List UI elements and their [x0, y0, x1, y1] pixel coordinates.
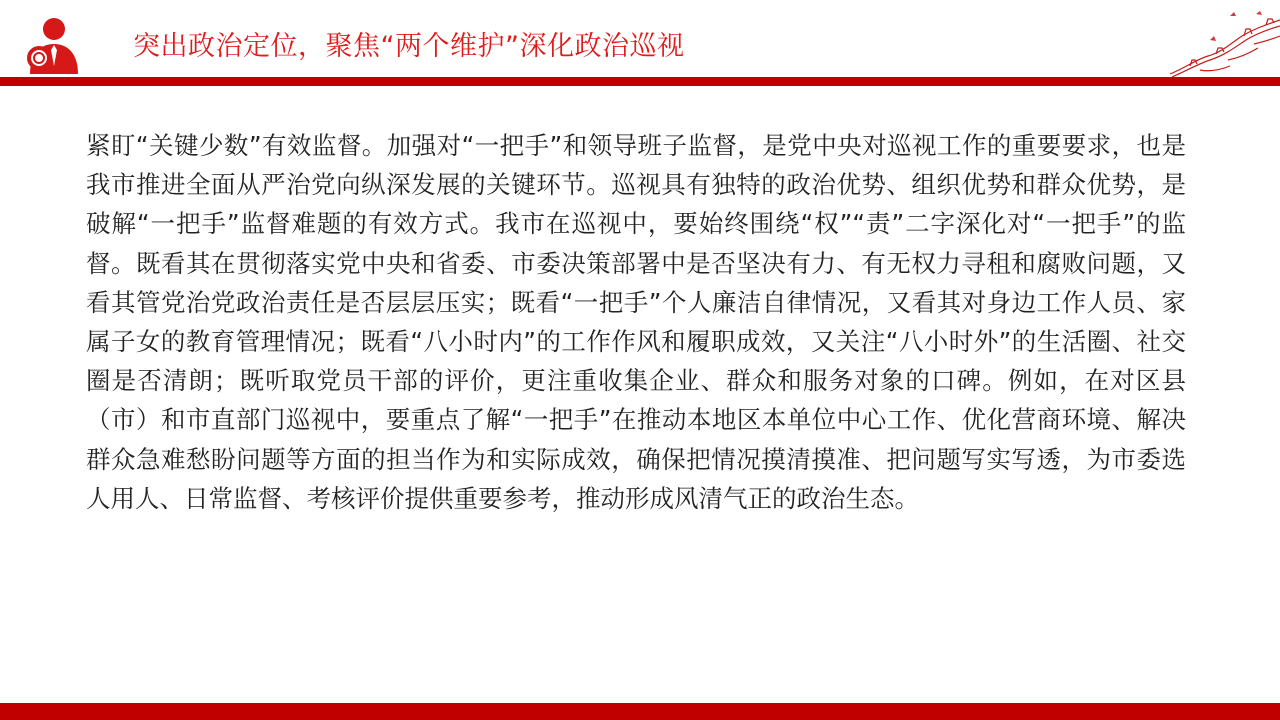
header: [0, 0, 1280, 88]
header-divider: [0, 77, 1280, 86]
inspector-magnifier-icon: [22, 14, 86, 78]
great-wall-icon: [1170, 10, 1280, 78]
page-title: 突出政治定位，聚焦“两个维护”深化政治巡视: [133, 31, 685, 62]
footer-divider: [0, 703, 1280, 720]
body-paragraph: 紧盯“关键少数”有效监督。加强对“一把手”和领导班子监督，是党中央对巡视工作的重要要求，也是我市推进全面从严治党向纵深发展的关键环节。巡视具有独特的政治优势、组织优势和群众优势，是破解“一把手”监督难题的有效方式。我市在巡视中，要始终围绕“权”“责”二字深化对“一把手”的监督。既看其在贯彻落实党中央和省委、市委决策部署中是否坚决有力、有无权力寻租和腐败问题，又看其管党治党政治责任是否层层压实；既看“一把手”个人廉洁自律情况，又看其对身边工作人员、家属子女的教育管理情况；既看“八小时内”的工作作风和履职成效，又关注“八小时外”的生活圈、社交圈是否清朗；既听取党员干部的评价，更注重收集企业、群众和服务对象的口碑。例如，在对区县（市）和市直部门巡视中，要重点了解“一把手”在推动本地区本单位中心工作、优化营商环境、解决群众急难愁盼问题等方面的担当作为和实际成效，确保把情况摸清摸准、把问题写实写透，为市委选人用人、日常监督、考核评价提供重要参考，推动形成风清气正的政治生态。: [86, 131, 1186, 513]
